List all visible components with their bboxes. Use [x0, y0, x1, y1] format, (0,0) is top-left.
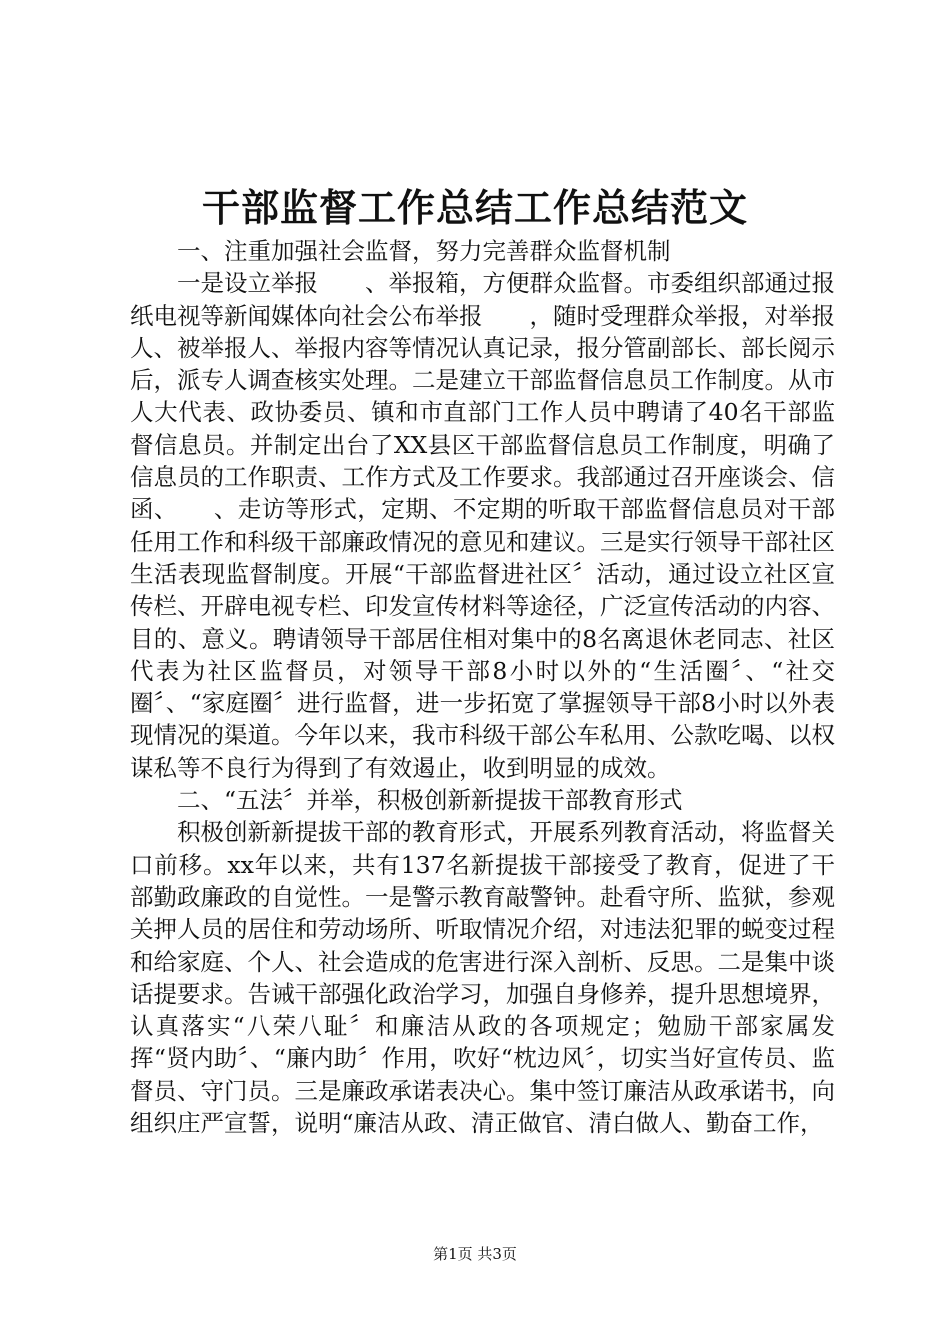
page-footer: 第1页 共3页: [433, 1245, 517, 1263]
section-paragraph-1: 一是设立举报 、举报箱，方便群众监督。市委组织部通过报纸电视等新闻媒体向社会公布举报 ，随时受理群众举报，对举报人、被举报人、举报内容等情况认真记录，报分管副部长、部长阅示后，派专人调查核实处理。二是建立干部监督信息员工作制度。从市人大代表、政协委员、镇和市直部门工作人员中聘请了40名干部监督信息员。并制定出台了XX县区干部监督信息员工作制度，明确了信息员的工作职责、工作方式及工作要求。我部通过召开座谈会、信函、 、走访等形式，定期、不定期的听取干部监督信息员对干部任用工作和科级干部廉政情况的意见和建议。三是实行领导干部社区生活表现监督制度。开展“干部监督进社区〞活动，通过设立社区宣传栏、开辟电视专栏、印发宣传材料等途径，广泛宣传活动的内容、目的、意义。聘请领导干部居住相对集中的8名离退休老同志、社区代表为社区监督员，对领导干部8小时以外的“生活圈〞、“社交圈〞、“家庭圈〞进行监督，进一步拓宽了掌握领导干部8小时以外表现情况的渠道。今年以来，我市科级干部公车私用、公款吃喝、以权谋私等不良行为得到了有效遏止，收到明显的成效。: [130, 269, 835, 782]
document-body: [130, 235, 835, 1139]
page-title: 干部监督工作总结工作总结范文: [201, 186, 748, 230]
section-heading-2: 二、“五法〞并举，积极创新新提拔干部教育形式: [177, 786, 683, 815]
section-paragraph-2: 积极创新新提拔干部的教育形式，开展系列教育活动，将监督关口前移。xx年以来，共有137名新提拔干部接受了教育，促进了干部勤政廉政的自觉性。一是警示教育敲警钟。赴看守所、监狱，参观关押人员的居住和劳动场所、听取情况介绍，对违法犯罪的蜕变过程和给家庭、个人、社会造成的危害进行深入剖析、反思。二是集中谈话提要求。告诫干部强化政治学习，加强自身修养，提升思想境界，认真落实“八荣八耻〞和廉洁从政的各项规定；勉励干部家属发挥“贤内助〞、“廉内助〞作用，吹好“枕边风〞，切实当好宣传员、监督员、守门员。三是廉政承诺表决心。集中签订廉洁从政承诺书，向组织庄严宣誓，说明“廉洁从政、清正做官、清白做人、勤奋工作，: [130, 818, 835, 1138]
section-heading-1: 一、注重加强社会监督，努力完善群众监督机制: [177, 237, 671, 265]
